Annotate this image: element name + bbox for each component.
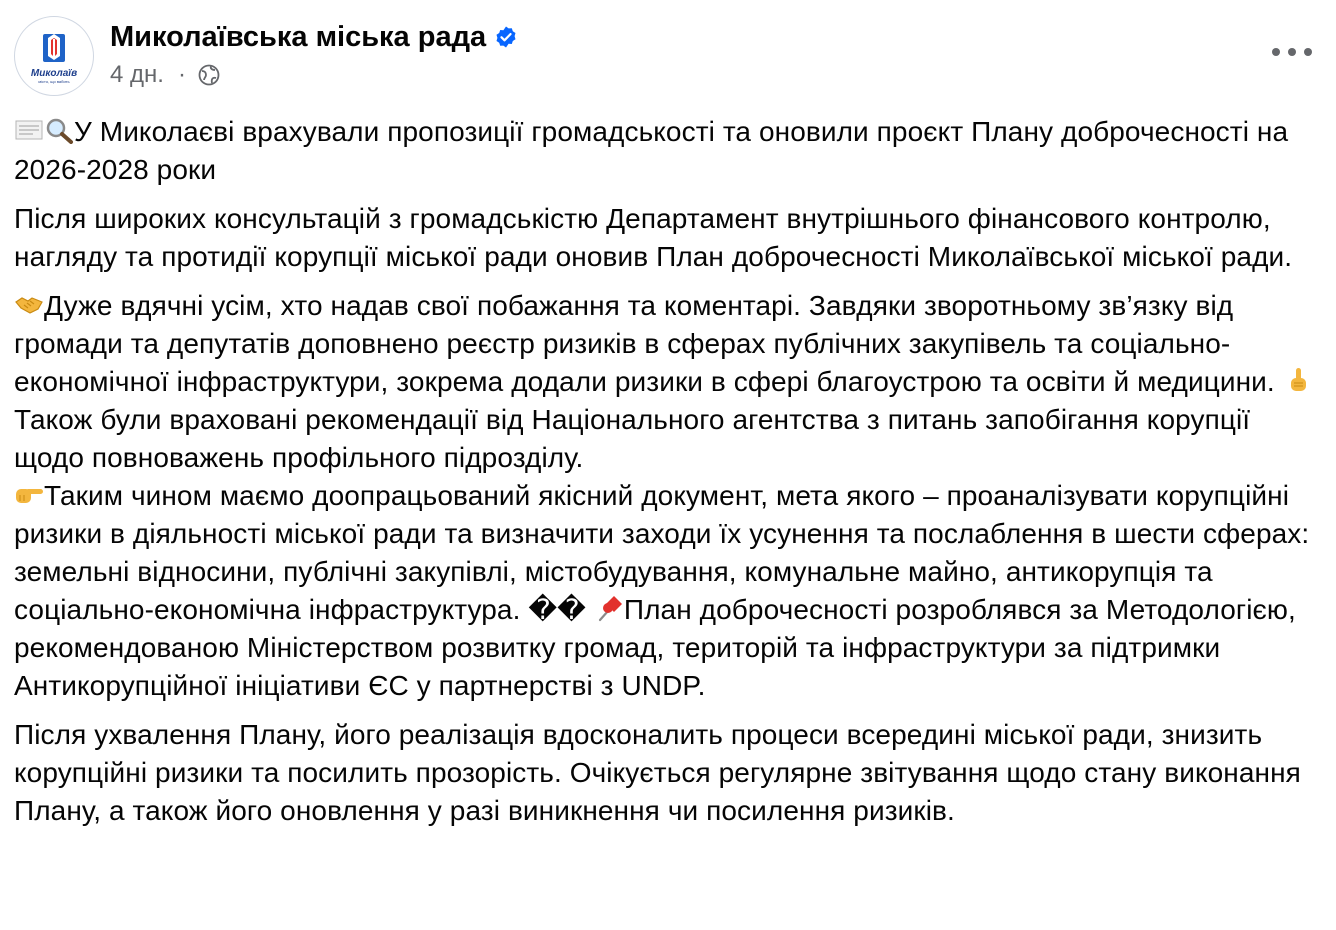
handshake-emoji-icon (14, 290, 44, 318)
avatar-sublabel: місто, що вабить (38, 79, 70, 84)
post-headline: У Миколаєві врахували пропозиції громадськості та оновили проєкт Плану доброчесності на 2026-2028 роки (14, 116, 1289, 185)
paragraph-4-text-a: Таким чином маємо доопрацьований якісний документ, мета якого – проаналізувати корупційні ризики в діяльності міської ради та визначити заходи їх усунення та послаблення в шести сферах: земельні відносини, публічні закупівлі, містобудування, комунальне майно, антикорупція та соціально-економічна інфраструктура. (14, 480, 1310, 625)
subtitle-separator: · (177, 61, 186, 88)
replacement-character-icon: �� (528, 594, 586, 625)
avatar-label: Миколаїв (30, 68, 78, 79)
post-subtitle (110, 61, 518, 89)
post-paragraph-2: Після широких консультацій з громадськістю Департамент внутрішнього фінансового контролю, нагляду та протидії корупції міської ради оновив План доброчесності Миколаївської міської ради. (14, 203, 1293, 272)
index-pointing-up-emoji-icon (1283, 366, 1313, 394)
more-options-icon[interactable] (1272, 40, 1312, 64)
post-text (14, 113, 1326, 841)
verified-check-icon (494, 25, 518, 49)
post-paragraph-1 (14, 113, 1326, 189)
post-timestamp[interactable]: 4 дн. (110, 61, 164, 88)
post-paragraph-5: Після ухвалення Плану, його реалізація вдосконалить процеси всередині міської ради, знизить корупційні ризики та посилить прозорість. Очікується регулярне звітування щодо стану виконання Плану, а також його оновлення у разі виникнення чи посилення ризиків. (14, 719, 1301, 826)
page-avatar[interactable] (14, 16, 94, 96)
city-emblem-icon (37, 28, 71, 68)
paragraph-4-text-b: План доброчесності розроблявся за Методологією, рекомендованою Міністерством розвитку громад, територій та інфраструктури за підтримки Антикорупційної ініціативи ЄС у партнерстві з UNDP. (14, 594, 1296, 701)
paragraph-3-text-a: Дуже вдячні усім, хто надав свої побажання та коментарі. Завдяки зворотньому зв’язку від громади та депутатів доповнено реєстр ризиків в сферах публічних закупівель та соціально-економічної інфраструктури, зокрема додали ризики в сфері благоустрою та освіти й медицини. (14, 290, 1283, 397)
paragraph-3-text-b: Також були враховані рекомендації від Національного агентства з питань запобігання корупції щодо повноважень профільного підрозділу. (14, 404, 1251, 473)
page-name-link[interactable]: Миколаївська міська рада (110, 21, 487, 53)
post-paragraph-3 (14, 287, 1326, 705)
post-header (14, 16, 1322, 96)
magnifying-glass-emoji-icon (44, 116, 74, 144)
page-name-row (110, 20, 518, 54)
pushpin-emoji-icon (594, 594, 624, 622)
newspaper-emoji-icon (14, 116, 44, 144)
backhand-index-pointing-right-emoji-icon (14, 480, 44, 508)
header-meta (110, 20, 518, 89)
globe-icon[interactable] (198, 64, 220, 86)
